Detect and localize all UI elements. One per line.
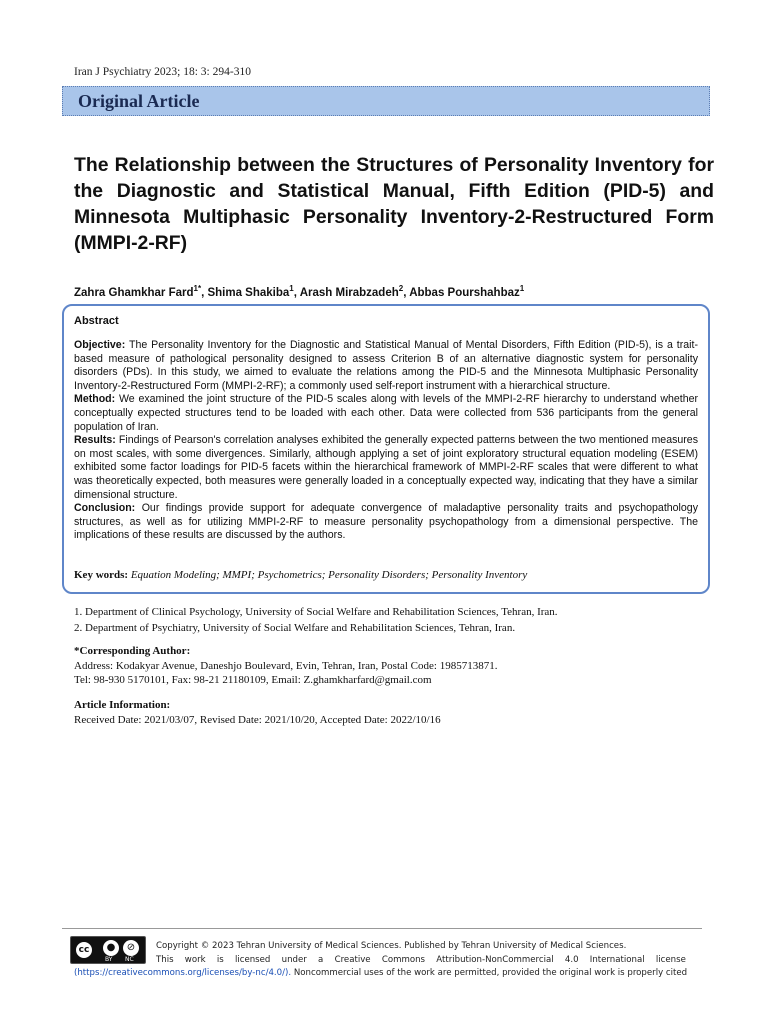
- results-label: Results:: [74, 434, 116, 447]
- footer-divider: [62, 928, 702, 929]
- keywords-label: Key words:: [74, 569, 129, 581]
- conclusion-label: Conclusion:: [74, 502, 136, 515]
- author-affiliation-mark: 2: [398, 284, 404, 293]
- license-word: under: [281, 954, 307, 965]
- license-link[interactable]: (https://creativecommons.org/licenses/by-nc/4.0/).: [74, 968, 292, 979]
- article-dates: Received Date: 2021/03/07, Revised Date: 2021/10/20, Accepted Date: 2022/10/16: [74, 713, 441, 726]
- affiliations: [74, 604, 714, 636]
- method-text: We examined the joint structure of the PID-5 scales along with levels of the MMPI-2-RF hierarchy to understand whether conceptually expected structures tend to be loaded with each other. Data were collected from 536 participants from the general population of Iran.: [74, 393, 699, 433]
- keywords: [74, 569, 698, 581]
- author-affiliation-mark: 1: [519, 284, 525, 293]
- objective-text: The Personality Inventory for the Diagnostic and Statistical Manual of Mental Disorders, Fifth Edition (PID-5), is a trait-based measure of pathological personality designed to assess Criterion B of an alternative diagnostic system for personality disorders (PDs). In this study, we aimed to evaluate the relations among the PID-5 and the Minnesota Multiphasic Personality Inventory-2-Restructured Form (MMPI-2-RF); a commonly used self-report instrument with a hierarchical structure.: [74, 339, 698, 392]
- abstract-conclusion: [74, 502, 698, 543]
- license-word: a: [318, 954, 324, 965]
- badge-nc-label: NC: [125, 956, 134, 963]
- cc-icon: cc: [74, 940, 94, 960]
- author-name: Shima Shakiba: [207, 286, 290, 299]
- author-affiliation-mark: 1*: [193, 284, 202, 293]
- abstract-heading: Abstract: [74, 315, 119, 327]
- author-separator: ,: [403, 286, 410, 299]
- article-info-heading: Article Information:: [74, 699, 171, 711]
- license-word: Attribution-NonCommercial: [436, 954, 554, 965]
- journal-citation: Iran J Psychiatry 2023; 18: 3: 294-310: [74, 66, 251, 78]
- license-word: 4.0: [564, 954, 579, 965]
- license-word: licensed: [234, 954, 271, 965]
- objective-label: Objective:: [74, 339, 126, 351]
- person-icon: ●: [103, 940, 119, 956]
- author-list: [74, 284, 714, 299]
- keywords-text: Equation Modeling; MMPI; Psychometrics; Personality Disorders; Personality Inventory: [130, 569, 528, 581]
- copyright-line: Copyright © 2023 Tehran University of Medical Sciences. Published by Tehran University of Medical Sciences.: [156, 941, 627, 951]
- method-label: Method:: [74, 393, 116, 406]
- no-dollar-icon: ⊘: [123, 940, 139, 956]
- conclusion-text: Our findings provide support for adequate convergence of maladaptive personality traits and psychopathology structures, as well as for utilizing MMPI-2-RF to measure personality psychopathology from a dimensional perspective. The implications of these results are discussed by the authors.: [74, 502, 698, 542]
- abstract-method: [74, 393, 698, 434]
- license-footer: [74, 940, 686, 981]
- badge-by-label: BY: [105, 956, 113, 963]
- corresponding-address: Address: Kodakyar Avenue, Daneshjo Boulevard, Evin, Tehran, Iran, Postal Code: 1985713871.: [74, 659, 498, 672]
- author-name: Zahra Ghamkhar Fard: [74, 286, 194, 299]
- license-word: International: [589, 954, 645, 965]
- license-line: [74, 954, 686, 968]
- article-type-label: Original Article: [78, 91, 200, 111]
- corresponding-contact: Tel: 98-930 5170101, Fax: 98-21 21180109, Email: Z.ghamkharfard@gmail.com: [74, 674, 432, 687]
- article-information: [74, 698, 714, 727]
- author-name: Abbas Pourshahbaz: [409, 286, 520, 299]
- abstract-results: [74, 434, 698, 502]
- affiliation-item: 1. Department of Clinical Psychology, University of Social Welfare and Rehabilitation Sciences, Tehran, Iran.: [74, 606, 558, 618]
- license-tail: Noncommercial uses of the work are permitted, provided the original work is properly cited: [291, 968, 688, 979]
- corresponding-heading: *Corresponding Author:: [74, 645, 191, 657]
- license-line-2: [74, 967, 686, 981]
- abstract-body: [74, 339, 698, 543]
- results-text: Findings of Pearson's correlation analyses exhibited the generally expected patterns between the two mentioned measures on most scales, with some divergences. Similarly, although applying a set of joint exploratory structural equation modeling (ESEM) exhibited some factor loadings for PID-5 facets within the hierarchical framework of MMPI-2-RF scales that were different to what was theoretically expected, both measures were generally loaded in a conceptually expected way, indicating that they have a similar dimensional structure.: [74, 434, 698, 501]
- author-separator: ,: [201, 286, 208, 299]
- license-word: Creative: [334, 954, 371, 965]
- license-word: license: [655, 954, 686, 965]
- license-word: work: [184, 954, 206, 965]
- author-separator: ,: [293, 286, 300, 299]
- corresponding-author: [74, 644, 714, 688]
- article-type-banner: [62, 86, 710, 116]
- license-word: is: [216, 954, 224, 965]
- affiliation-item: 2. Department of Psychiatry, University of Social Welfare and Rehabilitation Sciences, Tehran, Iran.: [74, 622, 516, 634]
- license-word: This: [156, 954, 174, 965]
- paper-title: The Relationship between the Structures of Personality Inventory for the Diagnostic and Statistical Manual, Fifth Edition (PID-5) and Minnesota Multiphasic Personality Inventory-2-Restructured Form (MMPI-2-RF): [74, 154, 714, 254]
- author-name: Arash Mirabzadeh: [299, 286, 399, 299]
- abstract-objective: [74, 339, 698, 393]
- author-affiliation-mark: 1: [289, 284, 294, 293]
- license-word: Commons: [381, 954, 426, 965]
